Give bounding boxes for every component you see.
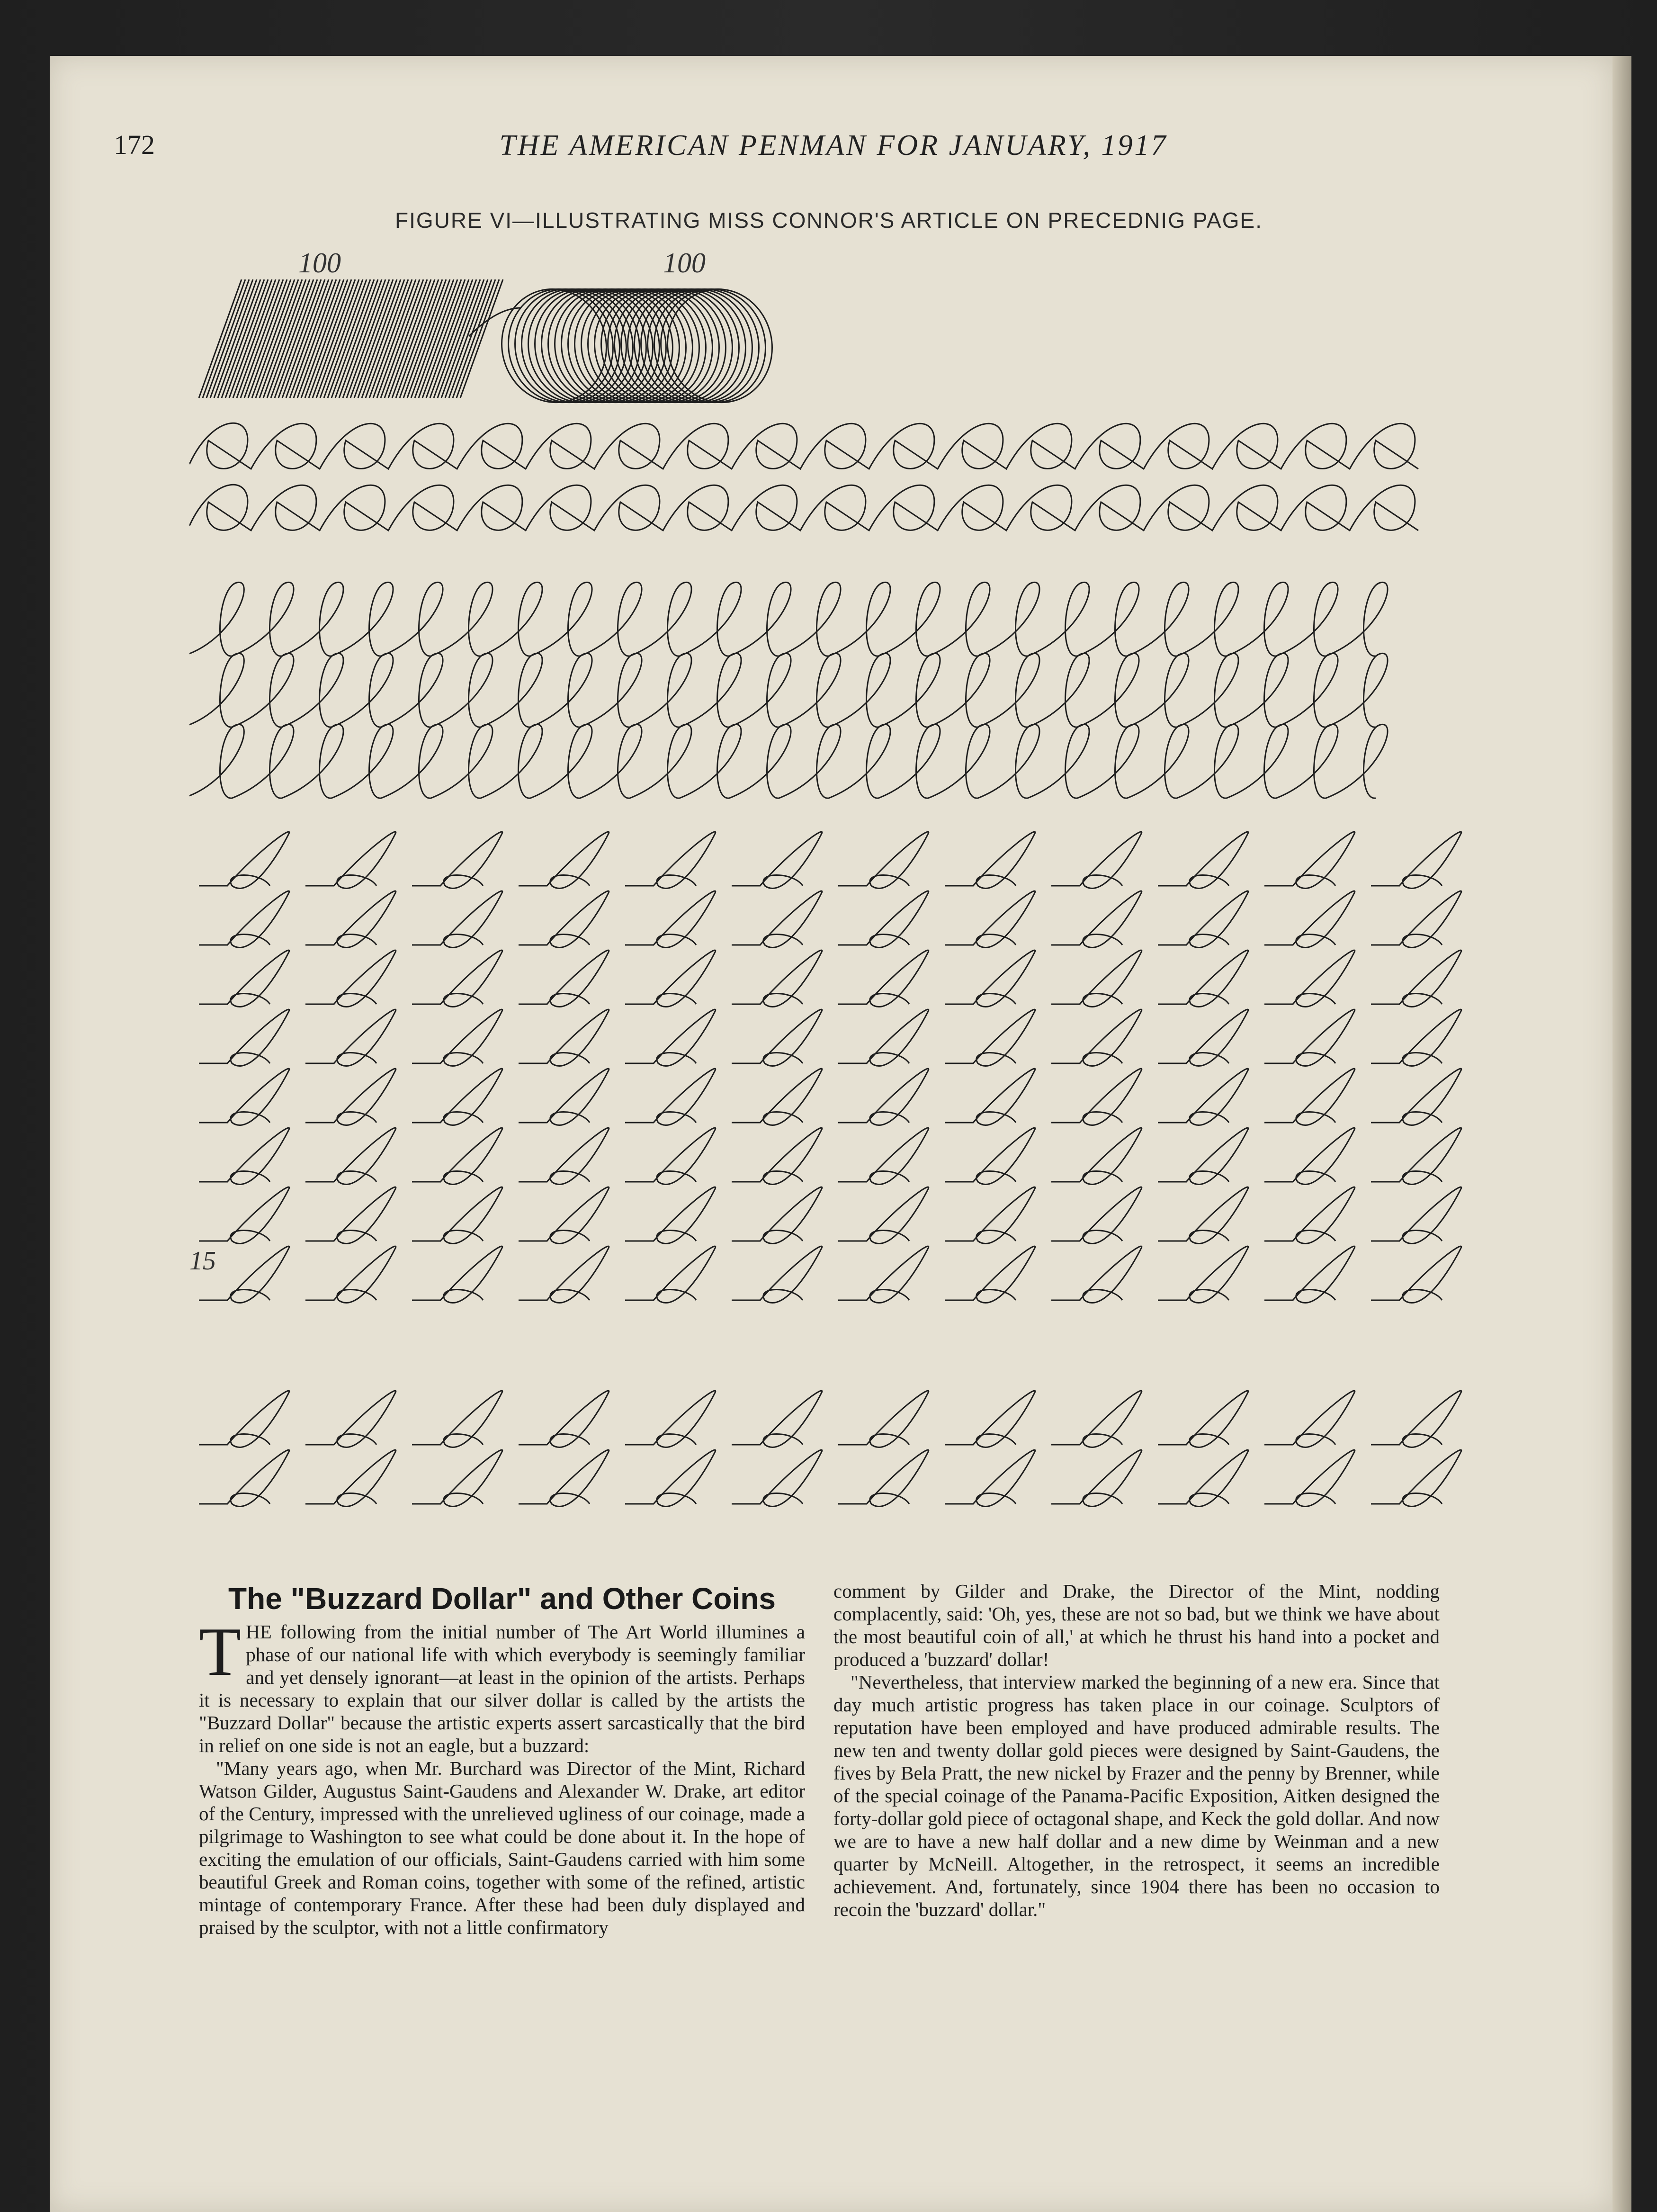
article-paragraph-4: "Nevertheless, that interview marked the beginning of a new era. Since that day much artistic progress has taken place in our coinage. Sculptors of reputation have been employed and have produced admirable results. The new ten and twenty dollar gold pieces were designed by Saint-Gaudens, the fives by Bela Pratt, the new nickel by Frazer and the penny by Brenner, while of the special coinage of the Panama-Pacific Exposition, Aitken designed the forty-dollar gold piece of octagonal shape, and Keck the gold dollar. And now we are to have a new half dollar and a new dime by Weinman and a new quarter by McNeill. Altogether, in the retrospect, it seems an incredible achievement. And, fortunately, since 1904 there has been no occasion to recoin the 'buzzard' dollar." — [833, 1671, 1440, 1920]
article-left-column — [199, 1580, 805, 1939]
article-paragraph-3: comment by Gilder and Drake, the Director of the Mint, nodding complacently, said: 'Oh, yes, these are not so bad, but we think we have about the most beautiful coin of all,' at which he thrust his hand into a pocket and produced a 'buzzard' dollar! — [833, 1580, 1440, 1670]
letter-s-row — [199, 950, 1461, 1007]
penmanship-drawing — [189, 227, 1478, 1544]
paragraph-text: HE following from the initial number of The Art World illumines a phase of our national life with which everybody is seemingly familiar and yet densely ignorant—at least in the opinion of the artists. Perhaps it is necessary to explain that our silver dollar is called by the artists the "Buzzard Dollar" because the artistic experts assert sarcastically that the bird in relief on one side is not an eagle, but a buzzard: — [199, 1621, 805, 1756]
article-right-column — [833, 1580, 1440, 1921]
annotation-15: 15 — [189, 1246, 216, 1276]
push-pull-drill — [199, 279, 503, 398]
letter-l-row — [189, 724, 1388, 798]
article-title: The "Buzzard Dollar" and Other Coins — [228, 1582, 776, 1616]
figure-caption: FIGURE VI—ILLUSTRATING MISS CONNOR'S ARTICLE ON PRECEDNIG PAGE. — [395, 208, 1263, 233]
letter-a-row — [189, 423, 1418, 469]
penmanship-specimen — [189, 227, 1478, 1544]
annotation-100-left: 100 — [298, 247, 341, 279]
letter-s-row — [199, 1069, 1461, 1125]
page-number: 172 — [114, 129, 155, 160]
letter-s-row — [199, 891, 1461, 947]
article-paragraph-1 — [199, 1613, 805, 1757]
page-edge — [1612, 56, 1631, 2212]
running-head: THE AMERICAN PENMAN FOR JANUARY, 1917 — [499, 129, 1168, 162]
letter-s-row — [199, 832, 1461, 888]
letter-s-row — [199, 1450, 1461, 1506]
letter-s-row — [199, 1246, 1461, 1303]
letter-a-row — [189, 485, 1418, 531]
letter-l-row — [189, 653, 1388, 727]
article-paragraph-2: "Many years ago, when Mr. Burchard was Director of the Mint, Richard Watson Gilder, Augustus Saint-Gaudens and Alexander W. Drake, art editor of the Century, impressed with the unrelieved ugliness of our coinage, made a pilgrimage to Washington to see what could be done about it. In the hope of exciting the emulation of our officials, Saint-Gaudens carried with him some beautiful Greek and Roman coins, together with some of the refined, artistic mintage of contemporary France. After these had been duly displayed and praised by the sculptor, with not a little confirmatory — [199, 1757, 805, 1938]
annotation-100-right: 100 — [663, 247, 706, 279]
letter-s-row — [199, 1187, 1461, 1243]
letter-l-row — [189, 582, 1388, 656]
letter-s-row — [199, 1009, 1461, 1066]
letter-s-row — [199, 1391, 1461, 1447]
letter-s-row — [199, 1128, 1461, 1184]
drop-cap: T — [199, 1613, 242, 1690]
